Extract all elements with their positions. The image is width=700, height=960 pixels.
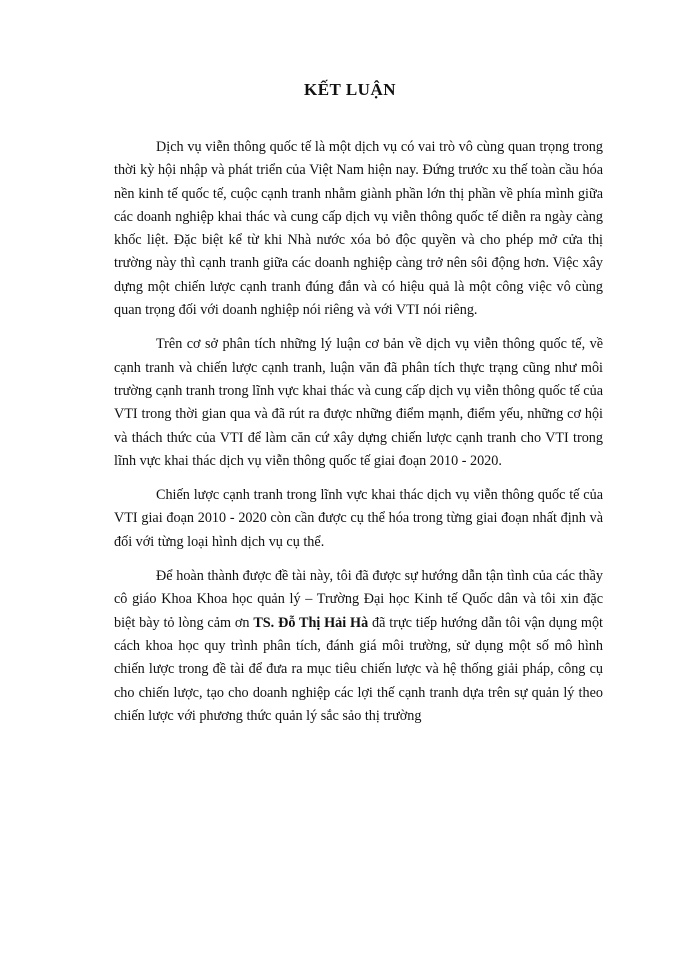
- paragraph-4-rest: đã trực tiếp hướng dẫn tôi vận dụng một cách khoa học quy trình phân tích, đánh giá môi trường, sử dụng một số mô hình chiến lược trong đề tài để đưa ra mục tiêu chiến lược và hệ thống giải pháp, công cụ cho chiến lược, tạo cho doanh nghiệp các lợi thế cạnh tranh dựa trên sự quản lý theo chiến lược với phương thức quản lý sắc sảo thị trường: [114, 614, 604, 724]
- paragraph-1: Dịch vụ viễn thông quốc tế là một dịch vụ có vai trò vô cùng quan trọng trong thời kỳ hội nhập và phát triển của Việt Nam hiện nay. Đứng trước xu thế toàn cầu hóa nền kinh tế quốc tế, cuộc cạnh tranh nhằm giành phần lớn thị phần về phía mình giữa các doanh nghiệp khai thác và cung cấp dịch vụ viễn thông quốc tế diễn ra ngày càng khốc liệt. Đặc biệt kể từ khi Nhà nước xóa bỏ độc quyền và cho phép mở cửa thị trường này thì cạnh tranh giữa các doanh nghiệp càng trở nên sôi động hơn. Việc xây dựng một chiến lược cạnh tranh đúng đắn và có hiệu quả là một công việc vô cùng quan trọng đối với doanh nghiệp nói riêng và với VTI nói riêng.: [114, 139, 603, 319]
- page-title: KẾT LUẬN: [303, 80, 396, 99]
- document-body: [114, 136, 603, 739]
- advisor-name: TS. Đỗ Thị Hải Hà: [253, 614, 369, 631]
- paragraph-4: [114, 565, 603, 728]
- paragraph-3: Chiến lược cạnh tranh trong lĩnh vực khai thác dịch vụ viễn thông quốc tế của VTI giai đoạn 2010 - 2020 còn cần được cụ thể hóa trong từng giai đoạn nhất định và đối với từng loại hình dịch vụ cụ thể.: [114, 487, 603, 550]
- paragraph-2: Trên cơ sở phân tích những lý luận cơ bản về dịch vụ viễn thông quốc tế, về cạnh tranh và chiến lược cạnh tranh, luận văn đã phân tích thực trạng cũng như môi trường cạnh tranh trong lĩnh vực khai thác và cung cấp dịch vụ viễn thông quốc tế của VTI trong thời gian qua và đã rút ra được những điểm mạnh, điểm yếu, những cơ hội và thách thức của VTI để làm căn cứ xây dựng chiến lược cạnh tranh cho VTI trong lĩnh vực khai thác dịch vụ viễn thông quốc tế giai đoạn 2010 - 2020.: [114, 336, 603, 469]
- paragraph-4-lead: Để hoàn thành được đề tài này, tôi đã được sự hướng dẫn tận tình của các thầy cô giáo Khoa Khoa học quản lý – Trường Đại học Kinh tế Quốc dân và tôi xin đặc biệt bày tỏ lòng cảm ơn: [114, 568, 603, 631]
